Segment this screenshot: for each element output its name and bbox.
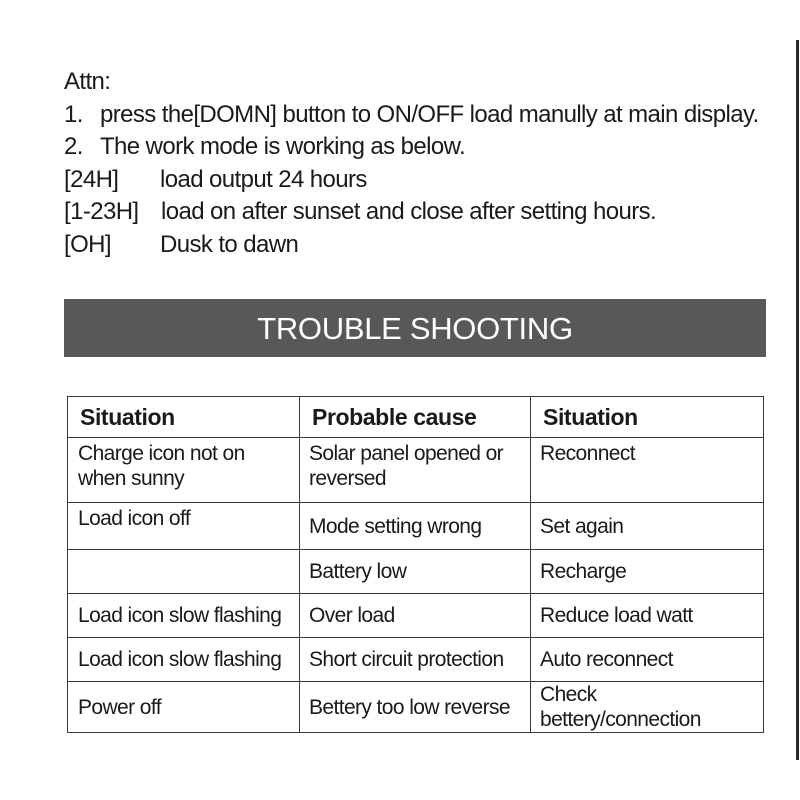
attn-item-number: 1. [64, 100, 83, 128]
table-row [68, 503, 764, 550]
attn-item-number: 2. [64, 133, 83, 160]
attn-item-2 [64, 131, 784, 164]
situation-cell: Charge icon not on when sunny [68, 438, 300, 503]
cause-cell: Bettery too low reverse [300, 682, 531, 733]
table-row [68, 638, 764, 682]
attn-item-text: The work mode is working as below. [100, 133, 466, 160]
attn-item-1 [64, 99, 784, 132]
mode-1-23h [64, 196, 784, 229]
cause-cell: Short circuit protection [300, 638, 531, 682]
column-header-probable-cause: Probable cause [300, 397, 531, 438]
cause-cell: Mode setting wrong [300, 503, 531, 550]
table-header-row [68, 397, 764, 438]
solution-cell: Set again [531, 503, 764, 550]
table-row [68, 438, 764, 503]
table-row [68, 682, 764, 733]
column-header-situation: Situation [68, 397, 300, 438]
banner-title: TROUBLE SHOOTING [257, 311, 573, 346]
cause-cell: Over load [300, 594, 531, 638]
column-header-solution: Situation [531, 397, 764, 438]
attention-notes [64, 66, 784, 261]
mode-code: [1-23H] [64, 198, 139, 225]
trouble-shooting-table [67, 396, 764, 733]
mode-code: [OH] [64, 230, 111, 258]
solution-cell: Auto reconnect [531, 638, 764, 682]
table-row [68, 594, 764, 638]
mode-description: Dusk to dawn [160, 230, 299, 258]
mode-24h [64, 164, 784, 197]
solution-cell: Reconnect [531, 438, 764, 503]
situation-cell: Load icon slow flashing [68, 638, 300, 682]
situation-cell [68, 550, 300, 594]
situation-cell: Power off [68, 682, 300, 733]
mode-oh [64, 229, 784, 262]
table-row [68, 550, 764, 594]
mode-code: [24H] [64, 165, 119, 193]
right-edge-rule [796, 40, 799, 760]
mode-description: load on after sunset and close after setting hours. [161, 198, 657, 225]
mode-description: load output 24 hours [160, 165, 367, 193]
attn-item-text: press the[DOMN] button to ON/OFF load manully at main display. [100, 100, 759, 128]
attn-title: Attn: [64, 68, 111, 95]
solution-cell: Reduce load watt [531, 594, 764, 638]
cause-cell: Battery low [300, 550, 531, 594]
solution-cell: Check bettery/connection [531, 682, 764, 733]
situation-cell: Load icon off [68, 503, 300, 550]
cause-cell: Solar panel opened or reversed [300, 438, 531, 503]
trouble-shooting-banner [64, 299, 766, 357]
situation-cell: Load icon slow flashing [68, 594, 300, 638]
solution-cell: Recharge [531, 550, 764, 594]
